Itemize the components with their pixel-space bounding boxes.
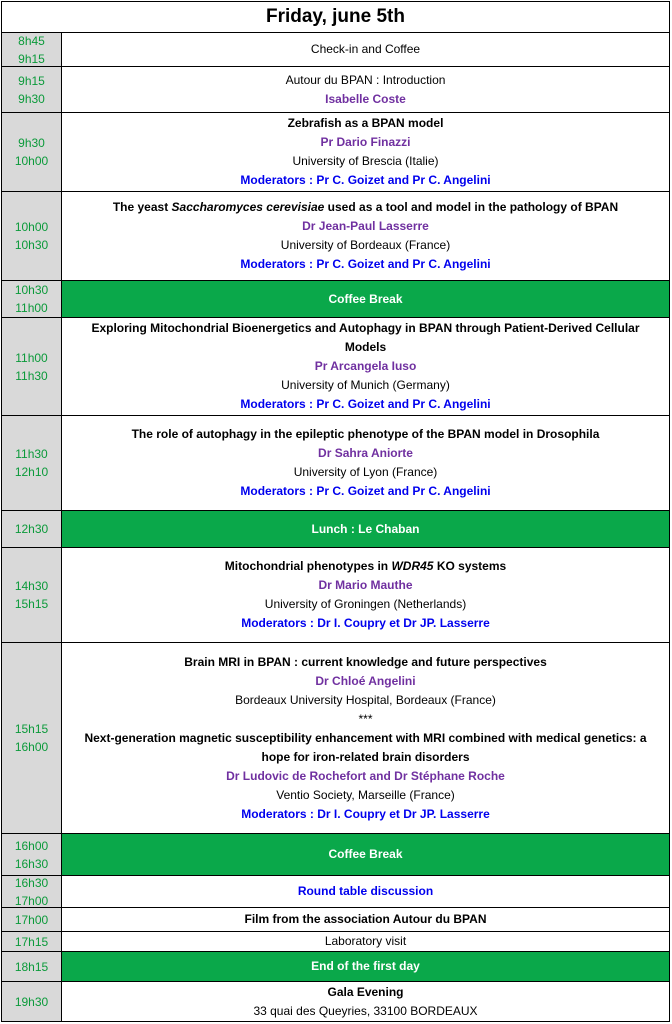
session-row bbox=[1, 67, 670, 113]
end-time: 16h00 bbox=[14, 740, 49, 754]
session-title: Film from the association Autour du BPAN bbox=[244, 912, 487, 926]
time-cell bbox=[2, 952, 62, 981]
session-title bbox=[225, 557, 506, 576]
session-title: Models bbox=[344, 340, 387, 354]
session-title: hope for iron-related brain disorders bbox=[261, 749, 470, 764]
session-content bbox=[62, 33, 669, 66]
session-title: Zebrafish as a BPAN model bbox=[287, 116, 444, 130]
end-time: 9h30 bbox=[18, 91, 45, 106]
title-part: Mitochondrial phenotypes in bbox=[224, 559, 392, 573]
session-row bbox=[1, 318, 670, 416]
end-time: 15h15 bbox=[14, 597, 49, 611]
break-label: Coffee Break bbox=[328, 291, 403, 306]
break-row bbox=[1, 281, 670, 318]
time-cell bbox=[2, 932, 62, 951]
speaker-name: Isabelle Coste bbox=[325, 91, 406, 106]
moderators-text: Moderators : Dr I. Coupry et Dr JP. Lasserre bbox=[241, 616, 490, 630]
session-text: 33 quai des Queyries, 33100 BORDEAUX bbox=[253, 1003, 478, 1018]
end-time: 10h00 bbox=[14, 154, 49, 168]
start-time: 17h00 bbox=[14, 912, 49, 927]
speaker-name: Dr Ludovic de Rochefort and Dr Stéphane Roche bbox=[226, 768, 505, 783]
moderators-text: Moderators : Pr C. Goizet and Pr C. Angelini bbox=[240, 257, 491, 271]
time-cell bbox=[2, 113, 62, 191]
time-cell bbox=[2, 643, 62, 833]
start-time: 10h30 bbox=[14, 283, 49, 297]
start-time: 12h30 bbox=[14, 522, 49, 536]
time-cell bbox=[2, 548, 62, 642]
title-part: used as a tool and model in the pathology of BPAN bbox=[324, 200, 619, 214]
day-header bbox=[1, 1, 670, 33]
moderators-text: Moderators : Dr I. Coupry et Dr JP. Lasserre bbox=[241, 806, 490, 821]
session-title: Gala Evening bbox=[327, 984, 404, 999]
session-text: Autour du BPAN : Introduction bbox=[285, 72, 446, 87]
end-time: 11h00 bbox=[15, 301, 48, 315]
moderators-text: Moderators : Pr C. Goizet and Pr C. Angelini bbox=[240, 397, 491, 411]
session-title: Next-generation magnetic susceptibility enhancement with MRI combined with medical genetics: a bbox=[84, 730, 647, 745]
moderators-text: Moderators : Pr C. Goizet and Pr C. Angelini bbox=[240, 173, 491, 187]
end-time: 16h30 bbox=[14, 856, 49, 871]
session-text: University of Lyon (France) bbox=[293, 465, 438, 479]
moderators-text: Moderators : Pr C. Goizet and Pr C. Angelini bbox=[240, 484, 491, 498]
start-time: 16h30 bbox=[14, 875, 49, 890]
session-title: Round table discussion bbox=[297, 884, 434, 898]
break-row bbox=[1, 834, 670, 876]
session-row bbox=[1, 876, 670, 908]
session-row bbox=[1, 416, 670, 511]
session-content bbox=[62, 281, 669, 317]
session-row bbox=[1, 548, 670, 643]
title-part: The yeast bbox=[112, 200, 172, 214]
session-text: University of Munich (Germany) bbox=[281, 378, 450, 392]
speaker-name: Dr Mario Mauthe bbox=[318, 578, 413, 592]
end-time: 12h10 bbox=[14, 465, 49, 479]
session-text: Laboratory visit bbox=[324, 934, 407, 948]
time-cell bbox=[2, 834, 62, 875]
title-part: KO systems bbox=[433, 559, 507, 573]
start-time: 19h30 bbox=[14, 994, 49, 1009]
start-time: 14h30 bbox=[14, 579, 49, 593]
start-time: 17h15 bbox=[14, 934, 49, 949]
time-cell bbox=[2, 908, 62, 931]
session-content bbox=[62, 952, 669, 981]
break-row bbox=[1, 952, 670, 982]
day-title: Friday, june 5th bbox=[265, 6, 405, 27]
session-text: Check-in and Coffee bbox=[310, 42, 421, 56]
session-title: Brain MRI in BPAN : current knowledge and future perspectives bbox=[184, 654, 547, 669]
session-content bbox=[62, 67, 669, 112]
session-title: Exploring Mitochondrial Bioenergetics and Autophagy in BPAN through Patient-Derived Cellular bbox=[91, 321, 640, 335]
start-time: 9h30 bbox=[18, 136, 45, 150]
time-cell bbox=[2, 67, 62, 112]
session-text: *** bbox=[358, 711, 373, 726]
start-time: 9h15 bbox=[18, 73, 45, 88]
start-time: 11h30 bbox=[15, 447, 48, 461]
session-title bbox=[113, 198, 618, 217]
break-label: Coffee Break bbox=[328, 847, 403, 861]
session-content bbox=[62, 643, 669, 833]
session-row bbox=[1, 908, 670, 932]
session-content bbox=[62, 511, 669, 547]
session-row bbox=[1, 643, 670, 834]
speaker-name: Dr Chloé Angelini bbox=[315, 673, 416, 688]
speaker-name: Pr Arcangela Iuso bbox=[314, 359, 417, 373]
session-text: Bordeaux University Hospital, Bordeaux (France) bbox=[235, 692, 496, 707]
session-content bbox=[62, 982, 669, 1021]
break-label: Lunch : Le Chaban bbox=[311, 521, 420, 536]
start-time: 10h00 bbox=[14, 220, 49, 234]
session-content bbox=[62, 318, 669, 415]
time-cell bbox=[2, 416, 62, 510]
session-content bbox=[62, 548, 669, 642]
title-italic-part: WDR45 bbox=[391, 559, 434, 573]
session-text: University of Bordeaux (France) bbox=[280, 238, 451, 252]
start-time: 15h15 bbox=[14, 722, 49, 736]
start-time: 18h15 bbox=[14, 959, 49, 974]
session-row bbox=[1, 33, 670, 67]
time-cell bbox=[2, 33, 62, 66]
end-time: 11h30 bbox=[15, 368, 48, 383]
title-italic-part: Saccharomyces cerevisiae bbox=[171, 200, 325, 214]
session-content bbox=[62, 876, 669, 907]
session-row bbox=[1, 192, 670, 281]
session-row bbox=[1, 932, 670, 952]
time-cell bbox=[2, 982, 62, 1021]
session-text: University of Groningen (Netherlands) bbox=[264, 597, 467, 611]
start-time: 16h00 bbox=[14, 838, 49, 853]
session-content bbox=[62, 416, 669, 510]
break-row bbox=[1, 511, 670, 548]
session-row bbox=[1, 113, 670, 192]
start-time: 8h45 bbox=[18, 33, 45, 48]
time-cell bbox=[2, 876, 62, 907]
end-time: 10h30 bbox=[14, 238, 49, 252]
speaker-name: Dr Sahra Aniorte bbox=[318, 446, 413, 460]
break-label: End of the first day bbox=[311, 959, 420, 973]
session-text: Ventio Society, Marseille (France) bbox=[276, 787, 455, 802]
time-cell bbox=[2, 281, 62, 317]
session-content bbox=[62, 113, 669, 191]
session-row bbox=[1, 982, 670, 1022]
start-time: 11h00 bbox=[15, 350, 48, 365]
session-content bbox=[62, 192, 669, 280]
time-cell bbox=[2, 511, 62, 547]
session-text: University of Brescia (Italie) bbox=[292, 154, 439, 168]
session-content bbox=[62, 908, 669, 931]
end-time: 9h15 bbox=[18, 51, 45, 66]
session-title: The role of autophagy in the epileptic phenotype of the BPAN model in Drosophila bbox=[131, 427, 600, 441]
time-cell bbox=[2, 192, 62, 280]
time-cell bbox=[2, 318, 62, 415]
session-content bbox=[62, 932, 669, 951]
session-content bbox=[62, 834, 669, 875]
speaker-name: Dr Jean-Paul Lasserre bbox=[302, 219, 429, 233]
end-time: 17h00 bbox=[14, 893, 49, 908]
speaker-name: Pr Dario Finazzi bbox=[320, 135, 411, 149]
